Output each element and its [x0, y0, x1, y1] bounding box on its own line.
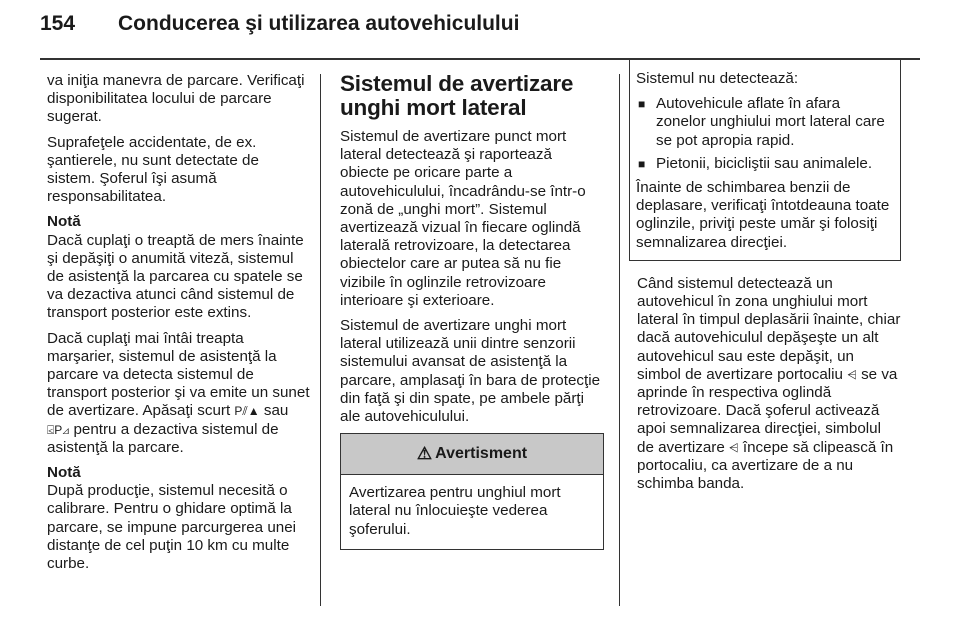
paragraph	[637, 275, 901, 493]
paragraph: Sistemul de avertizare unghi mort lateral utilizează unii dintre senzorii sistemului avansat de asistenţă la parcare, amplasaţi în bara de protecţie din faţă şi din spate, pe ambele părţi ale autovehiculului.	[340, 317, 601, 426]
paragraph: va iniţia manevra de parcare. Verificaţi disponibilitatea locului de parcare sugerat.	[47, 72, 305, 126]
page-title: Conducerea şi utilizarea autovehiculului	[118, 12, 520, 35]
paragraph-text: Dacă cuplaţi mai întâi treapta marşarier, sistemul de asistenţă la parcare va detecta sistemul de transport posterior şi va emite un sunet de avertizare. Apăsaţi scurt	[47, 329, 310, 420]
warning-text: Avertizarea pentru unghiul mort lateral nu înlocuieşte vederea şoferului.	[349, 484, 561, 538]
section-heading: Sistemul de avertizare unghi mort lateral	[340, 71, 574, 120]
note-label: Notă	[47, 464, 81, 482]
paragraph: Sistemul de avertizare punct mort lateral detectează şi raportează obiecte pe oricare parte a autovehiculului, încadrându-se într-o zonă de „unghi mort”. Sistemul avertizează vizual în fiecare oglindă laterală retrovizoare, la detectarea obiectelor care ar putea să nu fie vizibile în oglinzile retrovizoare interioare şi exterioare.	[340, 128, 586, 309]
note	[47, 464, 311, 573]
bullet-list	[636, 95, 894, 173]
warning-triangle-icon: ⚠	[416, 444, 433, 464]
warning-title: Avertisment	[435, 445, 528, 463]
square-bullet-icon: ■	[638, 97, 646, 112]
paragraph-text: pentru a dezactiva sistemul de asistenţă la parcare.	[47, 420, 279, 456]
column-right	[637, 72, 901, 500]
parking-assist-button-icon: P⫽▲	[234, 404, 260, 419]
box-note: Înainte de schimbarea benzii de deplasare, verificaţi întotdeauna toate oglinzile, priviţi peste umăr şi folosiţi semnalizarea direcţiei.	[636, 179, 890, 251]
info-box	[629, 60, 901, 261]
list-item-text: Autovehicule aflate în afara zonelor unghiului mort lateral care se pot apropia rapid.	[656, 95, 885, 149]
blind-spot-warning-icon: ⩤	[729, 440, 739, 455]
square-bullet-icon: ■	[638, 156, 646, 171]
page-number: 154	[40, 12, 76, 35]
note-text: Dacă cuplaţi o treaptă de mers înainte şi depăşiţi o anumită viteză, sistemul de asistenţă la parcarea cu spatele se va dezactiva atunci când sistemul de transport posterior este extins.	[47, 231, 304, 322]
page-header	[40, 8, 920, 44]
list-item	[636, 95, 894, 150]
blind-spot-warning-icon: ⩤	[847, 367, 857, 382]
column-divider-1	[320, 74, 321, 606]
column-left	[47, 72, 311, 580]
paragraph-text: sau	[263, 402, 289, 420]
paragraph	[47, 330, 311, 457]
note-label: Notă	[47, 213, 81, 231]
box-intro: Sistemul nu detectează:	[636, 70, 799, 87]
list-item-text: Pietonii, bicicliştii sau animalele.	[656, 154, 873, 172]
warning-header	[341, 433, 603, 475]
note-text: După producţie, sistemul necesită o calibrare. Pentru o ghidare optimă la parcare, se impune parcurgerea unei distanţe de cel puţin 10 km cu multe curbe.	[47, 482, 297, 573]
parking-button-icon: ⍃P⊿	[47, 422, 70, 437]
column-middle	[340, 72, 604, 550]
list-item	[636, 155, 894, 173]
paragraph-text: se va aprinde în respectiva oglindă retrovizoare. Dacă şoferul activează apoi semnalizarea direcţiei, simbolul de avertizare	[637, 365, 898, 456]
column-divider-2	[619, 74, 620, 606]
warning-box	[340, 433, 604, 550]
paragraph-text: Când sistemul detectează un autovehicul în zona unghiului mort lateral în timpul deplasării înainte, chiar dacă autovehiculul depăşeşte un alt autovehicul sau este depăşit, un simbol de avertizare portocaliu	[637, 274, 901, 383]
paragraph-text: începe să clipească în portocaliu, ca avertizare de a nu schimba banda.	[637, 438, 894, 493]
note	[47, 213, 311, 322]
paragraph: Suprafeţele accidentate, de ex. şantierele, nu sunt detectate de sistem. Şoferul îşi asumă responsabilitatea.	[47, 133, 259, 206]
